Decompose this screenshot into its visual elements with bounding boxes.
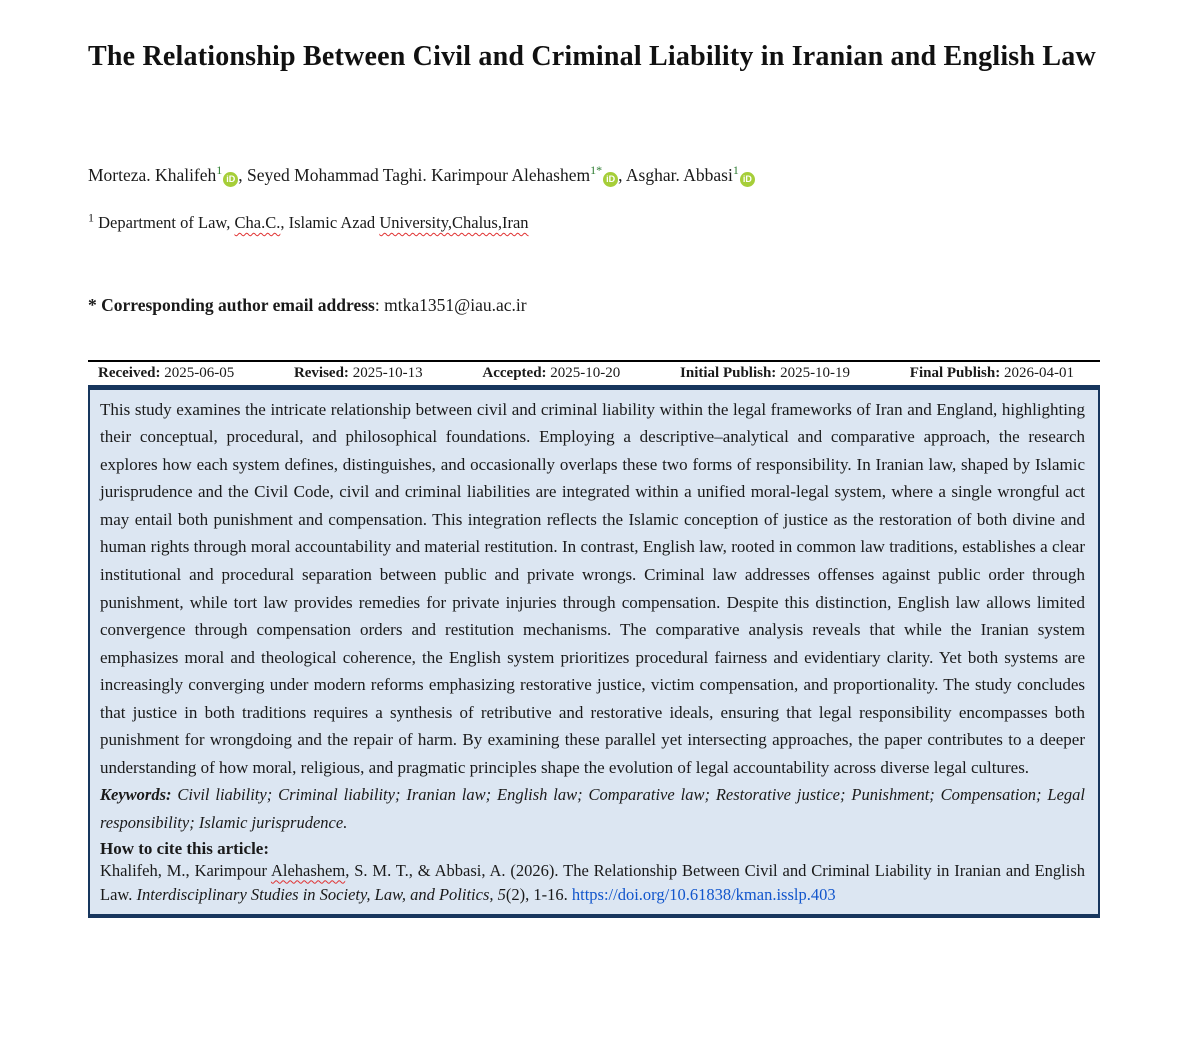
affiliation-text-misspelled: University,Chalus,Iran bbox=[379, 212, 529, 232]
cite-heading: How to cite this article: bbox=[100, 838, 269, 858]
orcid-icon[interactable]: iD bbox=[603, 172, 618, 187]
corresponding-author-line bbox=[88, 295, 1100, 316]
author-separator: , bbox=[618, 164, 626, 185]
corresponding-author-label: * Corresponding author email address bbox=[88, 294, 375, 315]
affiliation-marker: 1 bbox=[88, 210, 94, 225]
affiliation-text-misspelled: Cha.C. bbox=[234, 212, 281, 232]
abstract-box bbox=[88, 385, 1100, 918]
author-affiliation-marker: 1 bbox=[732, 162, 739, 177]
page-title: The Relationship Between Civil and Criminal Liability in Iranian and English Law bbox=[88, 40, 1096, 72]
orcid-icon[interactable]: iD bbox=[223, 172, 238, 187]
affiliation-line bbox=[88, 210, 1100, 233]
keywords-label: Keywords: bbox=[100, 785, 172, 805]
date-received: Received: 2025-06-05 bbox=[98, 364, 235, 381]
dates-row bbox=[88, 360, 1100, 385]
author-affiliation-marker: 1 bbox=[216, 162, 223, 177]
keywords-line bbox=[100, 781, 1085, 836]
date-accepted: Accepted: 2025-10-20 bbox=[482, 364, 621, 381]
date-revised: Revised: 2025-10-13 bbox=[293, 364, 423, 381]
corresponding-separator: : bbox=[374, 294, 385, 315]
doi-link[interactable]: https://doi.org/10.61838/kman.isslp.403 bbox=[571, 884, 836, 904]
affiliation-text: Department of Law, bbox=[94, 212, 235, 232]
corresponding-email: mtka1351@iau.ac.ir bbox=[384, 294, 527, 315]
abstract-text: This study examines the intricate relationship between civil and criminal liability within the legal frameworks of Iran and England, highlighting their conceptual, procedural, and philosophical foundations. Employing a descriptive–analytical and comparative approach, the research explores how each system defines, distinguishes, and occasionally overlaps these two forms of responsibility. In Iranian law, shaped by Islamic jurisprudence and the Civil Code, civil and criminal liabilities are integrated within a unified moral-legal system, where a single wrongful act may entail both punishment and compensation. This integration reflects the Islamic conception of justice as the restoration of both divine and human rights through moral accountability and material restitution. In contrast, English law, rooted in common law traditions, establishes a clear institutional and procedural separation between public and private wrongs. Criminal law addresses offenses against public order through punishment, while tort law provides remedies for private injuries through compensation. Despite this distinction, English law allows limited convergence through compensation orders and restitution mechanisms. The comparative analysis reveals that while the Iranian system emphasizes moral and theological coherence, the English system prioritizes procedural fairness and evidentiary clarity. Yet both systems are increasingly converging under modern reforms emphasizing restorative justice, victim compensation, and proportionality. The study concludes that justice in both traditions requires a synthesis of retributive and restorative ideals, ensuring that legal responsibility encompasses both punishment for wrongdoing and the repair of harm. By examining these parallel yet intersecting approaches, the paper contributes to a deeper understanding of how moral, religious, and pragmatic principles shape the evolution of legal accountability across diverse legal cultures. bbox=[100, 399, 1085, 777]
author-affiliation-marker: 1* bbox=[590, 162, 603, 177]
author-name: Asghar. Abbasi bbox=[625, 164, 733, 185]
author-name: Seyed Mohammad Taghi. Karimpour Alehashem bbox=[247, 164, 591, 185]
authors-line bbox=[88, 162, 1100, 187]
keywords-text: Civil liability; Criminal liability; Iranian law; English law; Comparative law; Restorative justice; Punishment; Compensation; Legal responsibility; Islamic jurisprudence. bbox=[100, 785, 1085, 832]
citation-misspelled: Alehashem bbox=[270, 860, 346, 880]
affiliation-text: , Islamic Azad bbox=[280, 212, 380, 232]
journal-name: Interdisciplinary Studies in Society, Law, and Politics, 5 bbox=[136, 884, 506, 904]
author-name: Morteza. Khalifeh bbox=[88, 164, 217, 185]
author-separator: , bbox=[238, 164, 248, 185]
paper-page bbox=[88, 19, 1100, 918]
orcid-icon[interactable]: iD bbox=[740, 172, 755, 187]
date-final-publish: Final Publish: 2026-04-01 bbox=[909, 364, 1074, 381]
date-initial-publish: Initial Publish: 2025-10-19 bbox=[680, 364, 851, 381]
citation-text: Khalifeh, M., Karimpour Alehashem, S. M. T., & Abbasi, A. (2026). The Relationship Between Civil and Criminal Liability in Iranian and English Law. Interdisciplinary Studies in Society, Law, and Politics, 5(2), 1-16. https://doi.org/10.61838/kman.isslp.403 bbox=[100, 860, 1085, 904]
